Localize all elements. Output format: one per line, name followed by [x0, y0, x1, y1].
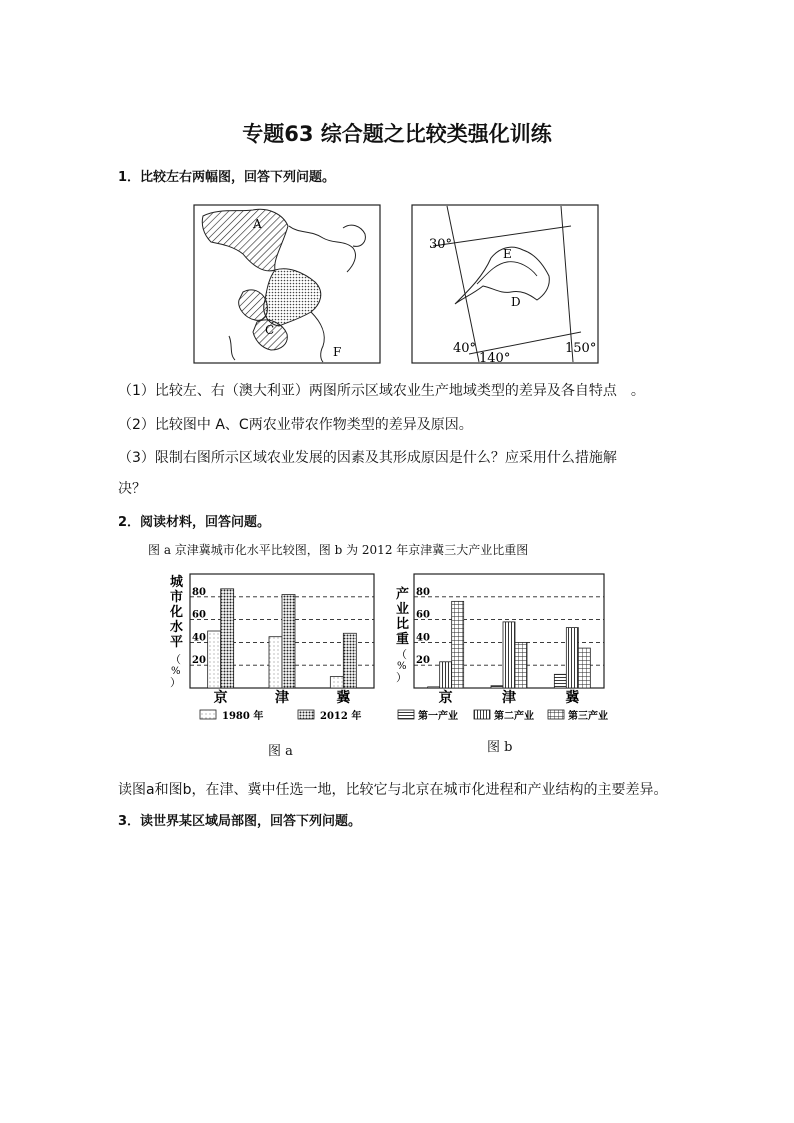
bar: [343, 633, 356, 688]
bar: [452, 601, 464, 688]
legend-2012-label: 2012 年: [320, 711, 362, 722]
q2-caption: 图 a 京津冀城市化水平比较图，图 b 为 2012 年京津冀三大产业比重图: [148, 543, 529, 557]
bar: [428, 687, 440, 688]
chart-b-ylabel-2: 业: [396, 602, 410, 617]
map-right-label-e: E: [503, 247, 512, 261]
y-tick-label: 60: [416, 609, 430, 621]
legend-tertiary-label: 第三产业: [568, 711, 608, 722]
chart-b-ylabel-4: 重: [396, 632, 410, 647]
map-left: [193, 204, 381, 364]
y-tick-label: 80: [192, 586, 206, 598]
chart-a-ylabel-5: 平: [170, 635, 184, 650]
chart-b-legend: [398, 709, 608, 722]
q2-question: 读图a和图b，在津、冀中任选一地，比较它与北京在城市化进程和产业结构的主要差异。: [118, 782, 668, 798]
chart-b-ylabel-5: （: [396, 648, 407, 661]
bar: [503, 622, 515, 688]
chart-b-ylabel-3: 比: [396, 617, 410, 632]
map-right-label-d: D: [511, 295, 521, 309]
x-tick-label: 京: [213, 690, 228, 706]
map-left-label-c: C: [265, 323, 275, 337]
bar: [566, 628, 578, 688]
bar: [440, 662, 452, 688]
map-left-label-f: F: [333, 345, 342, 359]
map-right: [411, 204, 599, 364]
map-right-label-150: 150°: [565, 341, 597, 356]
x-tick-label: 京: [438, 690, 453, 706]
y-tick-label: 60: [192, 609, 206, 621]
chart-b-ylabel-7: ）: [396, 671, 407, 684]
map-right-label-30: 30°: [429, 237, 453, 252]
legend-primary-label: 第一产业: [418, 711, 458, 722]
x-tick-label: 津: [502, 690, 516, 706]
q1-sub-3: （3）限制右图所示区域农业发展的因素及其形成原因是什么？应采用什么措施解: [118, 450, 617, 466]
bar: [554, 674, 566, 688]
q1-sub-2: （2）比较图中 A、C两农业带农作物类型的差异及原因。: [118, 417, 473, 433]
chart-a: [160, 568, 388, 726]
legend-tertiary-swatch: [548, 710, 564, 719]
y-tick-label: 40: [192, 632, 206, 644]
legend-1980-label: 1980 年: [222, 711, 264, 722]
y-tick-label: 20: [416, 655, 430, 667]
chart-a-legend: [200, 709, 361, 722]
q1-sub-3-cont: 决？: [118, 481, 146, 497]
x-tick-label: 冀: [336, 690, 351, 706]
x-tick-label: 冀: [565, 690, 580, 706]
y-tick-label: 80: [416, 586, 430, 598]
question-1-heading: 1．比较左右两幅图，回答下列问题。: [118, 170, 336, 185]
map-right-label-40: 40°: [453, 341, 477, 356]
y-tick-label: 40: [416, 632, 430, 644]
page-title: 专题63 综合题之比较类强化训练: [242, 122, 552, 146]
fig-b-label: 图 b: [487, 740, 513, 755]
x-tick-label: 津: [275, 690, 289, 706]
legend-secondary-label: 第二产业: [494, 711, 534, 722]
bar: [491, 686, 503, 688]
y-tick-label: 20: [192, 655, 206, 667]
bar: [221, 589, 234, 688]
legend-primary-swatch: [398, 710, 414, 719]
bar: [208, 631, 221, 688]
bar: [330, 677, 343, 688]
q1-sub-1: （1）比较左、右（澳大利亚）两图所示区域农业生产地域类型的差异及各自特点 。: [118, 383, 645, 399]
chart-a-ylabel-6: （: [170, 653, 181, 666]
legend-2012-swatch: [298, 710, 314, 719]
bar: [515, 642, 527, 688]
bar: [578, 648, 590, 688]
chart-a-ylabel-3: 化: [170, 605, 184, 620]
chart-a-ylabel-8: ）: [170, 676, 181, 689]
map-right-label-140: 140°: [479, 351, 511, 364]
fig-a-label: 图 a: [268, 744, 293, 759]
legend-1980-swatch: [200, 710, 216, 719]
chart-a-ylabel-1: 城: [170, 575, 184, 590]
bar: [282, 595, 295, 688]
chart-b-ylabel-1: 产: [396, 587, 410, 602]
chart-a-ylabel-4: 水: [170, 620, 184, 635]
chart-a-ylabel-7: %: [171, 666, 181, 677]
bar: [269, 637, 282, 688]
chart-b-ylabel-6: %: [397, 661, 407, 672]
question-3-heading: 3．读世界某区域局部图，回答下列问题。: [118, 814, 362, 829]
chart-a-ylabel-2: 市: [170, 590, 184, 605]
map-left-label-a: A: [253, 217, 262, 231]
chart-b: [390, 568, 630, 726]
question-2-heading: 2．阅读材料，回答问题。: [118, 515, 271, 530]
legend-secondary-swatch: [474, 710, 490, 719]
map-right-frame: [412, 205, 598, 363]
